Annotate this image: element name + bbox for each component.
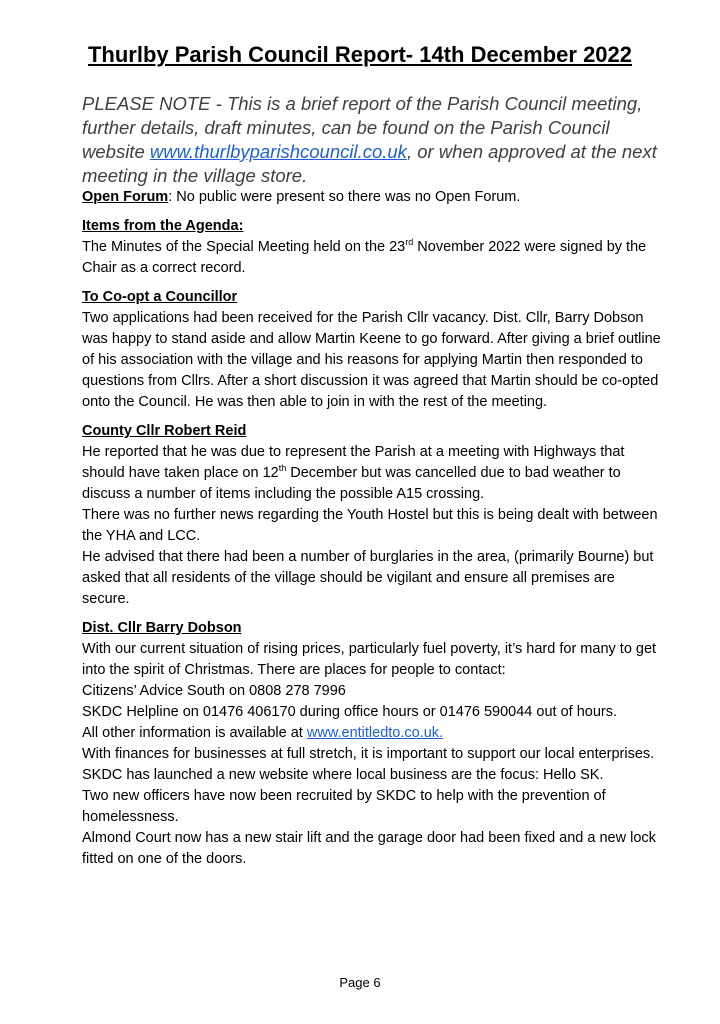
county-p1-b: December but was cancelled due to bad weather to discuss a number of items including the possible A15 crossing. [82, 465, 621, 502]
district-para-4 [82, 723, 662, 744]
page-title: Thurlby Parish Council Report- 14th December 2022 [87, 42, 633, 67]
district-para-2: Citizens’ Advice South on 0808 278 7996 [82, 683, 346, 699]
county-p1-a: He reported that he was due to represent the Parish at a meeting with Highways that should have taken place on 12 [82, 444, 625, 481]
report-content [82, 187, 662, 878]
notice-paragraph [82, 92, 662, 188]
page-number: Page 6 [339, 975, 381, 990]
notice-text-after: , or when approved at the next meeting in the village store. [82, 141, 657, 186]
open-forum-text: : No public were present so there was no Open Forum. [168, 189, 521, 205]
district-cllr-heading: Dist. Cllr Barry Dobson [82, 620, 242, 636]
agenda-section [82, 216, 662, 279]
agenda-heading: Items from the Agenda: [82, 218, 244, 234]
agenda-sup: rd [405, 237, 414, 248]
coopt-section [82, 287, 662, 413]
district-para-5: With finances for businesses at full stretch, it is important to support our local enterprises. SKDC has launched a new website where local business are the focus: Hello SK. [82, 746, 655, 783]
open-forum-heading: Open Forum [82, 189, 169, 205]
county-p1-sup: th [278, 463, 287, 474]
notice-text-before: PLEASE NOTE - This is a brief report of the Parish Council meeting, further details, draft minutes, can be found on the Parish Council website [82, 93, 643, 162]
district-cllr-section [82, 618, 662, 870]
agenda-text-a: The Minutes of the Special Meeting held on the 23 [82, 239, 406, 255]
entitledto-link[interactable]: www.entitledto.co.uk. [306, 725, 444, 741]
agenda-text [82, 237, 662, 279]
county-cllr-para-3: He advised that there had been a number of burglaries in the area, (primarily Bourne) but asked that all residents of the village should be vigilant and ensure all premises are secure. [82, 549, 654, 607]
county-cllr-para-2: There was no further news regarding the Youth Hostel but this is being dealt with between the YHA and LCC. [82, 507, 658, 544]
district-para-3: SKDC Helpline on 01476 406170 during office hours or 01476 590044 out of hours. [82, 704, 618, 720]
parish-website-link[interactable]: www.thurlbyparishcouncil.co.uk [149, 141, 407, 162]
county-cllr-para-1 [82, 442, 662, 505]
district-p4-text: All other information is available at [82, 725, 307, 741]
county-cllr-heading: County Cllr Robert Reid [82, 423, 247, 439]
agenda-text-b: November 2022 were signed by the Chair as a correct record. [82, 239, 647, 276]
coopt-heading: To Co-opt a Councillor [82, 289, 238, 305]
county-cllr-section [82, 421, 662, 610]
district-para-6: Two new officers have now been recruited by SKDC to help with the prevention of homelessness. [82, 788, 606, 825]
district-para-1: With our current situation of rising prices, particularly fuel poverty, it’s hard for many to get into the spirit of Christmas. There are places for people to contact: [82, 641, 657, 678]
district-para-7: Almond Court now has a new stair lift and the garage door had been fixed and a new lock fitted on one of the doors. [82, 830, 656, 867]
coopt-text: Two applications had been received for the Parish Cllr vacancy. Dist. Cllr, Barry Dobson was happy to stand aside and allow Martin Keene to go forward. After giving a brief outline of his association with the village and his reasons for applying Martin then responded to questions from Cllrs. After a short discussion it was agreed that Martin should be co-opted onto the Council. He was then able to join in with the rest of the meeting. [82, 310, 661, 410]
open-forum-section [82, 187, 662, 208]
